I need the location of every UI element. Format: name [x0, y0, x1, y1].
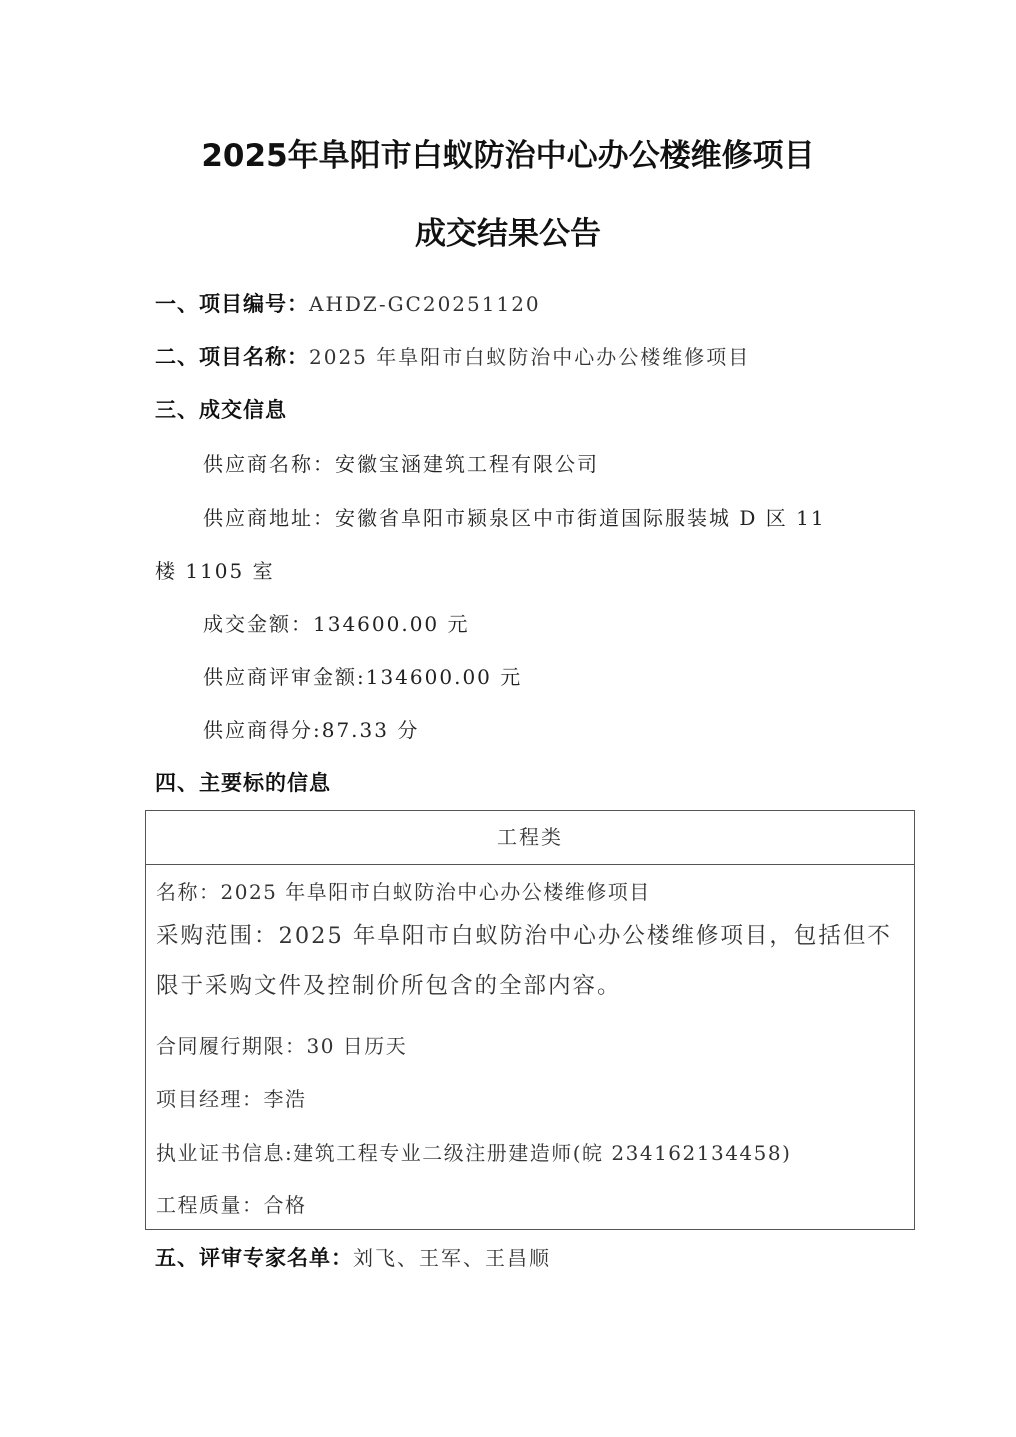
main-target-label: 四、主要标的信息: [155, 771, 331, 795]
certificate-info: 执业证书信息:建筑工程专业二级注册建造师(皖 234162134458): [156, 1141, 792, 1165]
table-header-category: 工程类: [146, 811, 914, 865]
target-name: 名称：2025 年阜阳市白蚁防治中心办公楼维修项目: [156, 880, 651, 904]
project-name-label: 二、项目名称：: [155, 345, 309, 369]
review-amount: 供应商评审金额:134600.00 元: [203, 665, 523, 689]
document-subtitle: 成交结果公告: [415, 216, 601, 252]
main-target-table: [145, 810, 915, 1230]
supplier-address-line1: 供应商地址：安徽省阜阳市颍泉区中市街道国际服装城 D 区 11: [203, 506, 826, 530]
project-name-value: 2025 年阜阳市白蚁防治中心办公楼维修项目: [309, 345, 751, 369]
experts-label: 五、评审专家名单：: [155, 1246, 353, 1270]
experts-value: 刘飞、王军、王昌顺: [353, 1246, 551, 1270]
project-number-row: [155, 290, 541, 318]
deal-amount: 成交金额：134600.00 元: [203, 612, 470, 636]
supplier-score: 供应商得分:87.33 分: [203, 718, 420, 742]
project-name-row: [155, 343, 750, 371]
document-title: 2025年阜阳市白蚁防治中心办公楼维修项目: [201, 138, 815, 174]
contract-duration: 合同履行期限：30 日历天: [156, 1034, 408, 1058]
project-number-value: AHDZ-GC20251120: [309, 292, 541, 316]
deal-info-heading: [155, 396, 287, 424]
procurement-scope-line2: 限于采购文件及控制价所包含的全部内容。: [156, 973, 622, 999]
procurement-scope-line1: 采购范围：2025 年阜阳市白蚁防治中心办公楼维修项目，包括但不: [156, 923, 892, 949]
project-quality: 工程质量：合格: [156, 1193, 307, 1217]
supplier-name: 供应商名称：安徽宝涵建筑工程有限公司: [203, 452, 599, 476]
experts-row: [155, 1244, 551, 1272]
supplier-address-line2: 楼 1105 室: [155, 559, 275, 583]
deal-info-label: 三、成交信息: [155, 398, 287, 422]
project-number-label: 一、项目编号：: [155, 292, 309, 316]
project-manager: 项目经理：李浩: [156, 1087, 307, 1111]
main-target-heading: [155, 769, 331, 797]
